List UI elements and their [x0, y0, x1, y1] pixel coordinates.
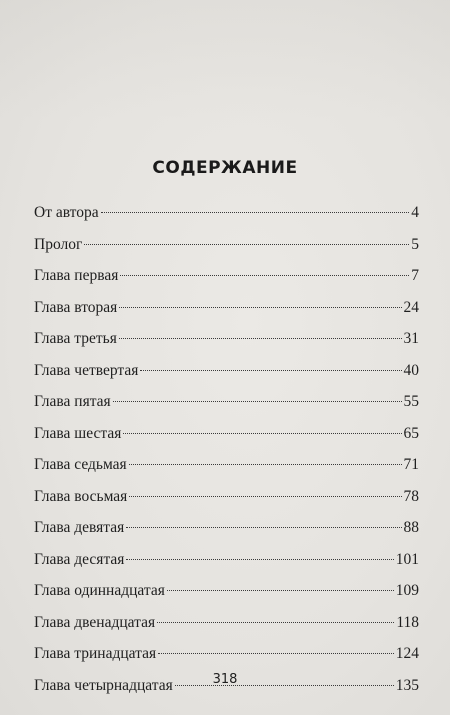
- dot-leader: [129, 496, 401, 497]
- toc-entry: [34, 550, 419, 582]
- toc-entry: [34, 613, 419, 645]
- toc-entry-page: 109: [395, 582, 419, 599]
- dot-leader: [158, 653, 394, 654]
- toc-entry-title: От автора: [34, 204, 99, 221]
- dot-leader: [101, 212, 410, 213]
- toc-entry-title: Глава двенадцатая: [34, 613, 156, 631]
- toc-entry-page: 135: [395, 676, 419, 694]
- dot-leader: [119, 307, 401, 308]
- toc-entry: [34, 298, 419, 330]
- toc-entry-title: Глава девятая: [34, 519, 125, 536]
- toc-entry-page: 65: [403, 424, 419, 442]
- toc-entry: [34, 266, 419, 298]
- toc-entry-title: Глава шестая: [34, 424, 122, 442]
- toc-entry-page: 31: [403, 330, 419, 347]
- dot-leader: [113, 401, 402, 402]
- dot-leader: [157, 622, 394, 623]
- toc-entry-page: 78: [403, 487, 419, 505]
- toc-entry: [34, 455, 419, 487]
- toc-entry: [34, 392, 419, 424]
- page-number: 318: [212, 672, 238, 687]
- toc-entry-title: Глава одиннадцатая: [34, 582, 165, 599]
- dot-leader: [120, 275, 409, 276]
- toc-entry-title: Глава первая: [34, 267, 119, 284]
- toc-entry-page: 5: [411, 235, 419, 253]
- toc-entry-title: Глава восьмая: [34, 487, 128, 505]
- toc-entry-page: 40: [403, 361, 419, 379]
- dot-leader: [123, 433, 401, 434]
- toc-entry-page: 4: [411, 204, 419, 221]
- toc-entry: [34, 644, 419, 676]
- toc-entry-title: Глава вторая: [34, 298, 118, 316]
- toc-entry-title: Глава тринадцатая: [34, 645, 157, 662]
- toc-entry-page: 7: [411, 267, 419, 284]
- contents-heading: СОДЕРЖАНИЕ: [152, 158, 298, 178]
- dot-leader: [140, 370, 401, 371]
- show-through-shading: [0, 0, 450, 120]
- table-of-contents: [34, 203, 419, 707]
- toc-entry: [34, 581, 419, 613]
- toc-entry-page: 24: [403, 298, 419, 316]
- toc-entry: [34, 361, 419, 393]
- dot-leader: [167, 590, 394, 591]
- toc-entry-page: 88: [403, 519, 419, 536]
- dot-leader: [126, 527, 401, 528]
- toc-entry: [34, 487, 419, 519]
- dot-leader: [126, 559, 393, 560]
- toc-entry-title: Пролог: [34, 235, 83, 253]
- toc-entry-page: 124: [395, 645, 419, 662]
- dot-leader: [119, 338, 402, 339]
- toc-entry-page: 101: [395, 550, 419, 568]
- toc-entry-title: Глава третья: [34, 330, 117, 347]
- toc-entry-title: Глава четырнадцатая: [34, 676, 173, 694]
- toc-entry: [34, 518, 419, 550]
- dot-leader: [129, 464, 402, 465]
- toc-entry: [34, 203, 419, 235]
- toc-entry: [34, 329, 419, 361]
- toc-entry-title: Глава пятая: [34, 393, 111, 410]
- toc-entry-title: Глава десятая: [34, 550, 125, 568]
- toc-entry-page: 55: [403, 393, 419, 410]
- toc-entry-page: 118: [396, 613, 419, 631]
- dot-leader: [84, 244, 409, 245]
- toc-entry: [34, 424, 419, 456]
- toc-entry-title: Глава четвертая: [34, 361, 139, 379]
- toc-entry-page: 71: [403, 456, 419, 473]
- toc-entry-title: Глава седьмая: [34, 456, 127, 473]
- toc-entry: [34, 235, 419, 267]
